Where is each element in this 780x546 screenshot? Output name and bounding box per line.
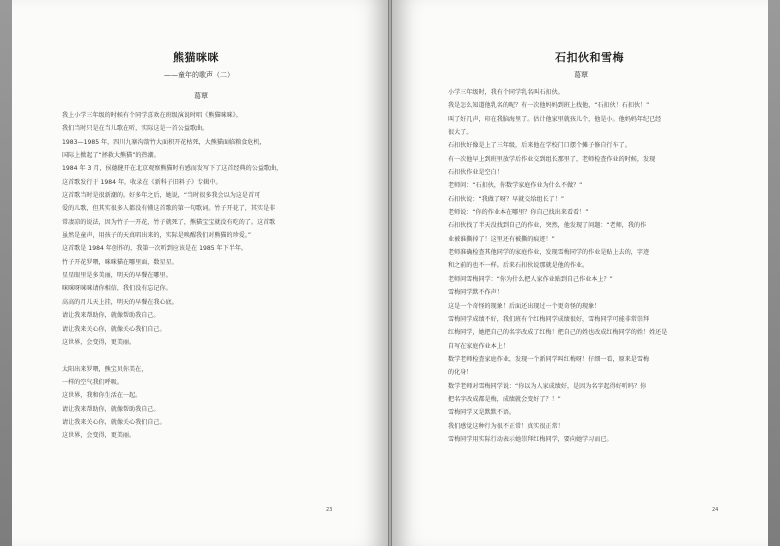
left-page-author: 葛覃: [194, 92, 208, 100]
text-line: 数学老师检查家庭作业，发现一个新同学叫红梅呀！仔细一看，原来是雪梅: [448, 355, 650, 363]
text-line: 把名字改成都是梅，成绩就会变好了？！”: [448, 395, 561, 403]
text-line: 数学老师对雪梅同学说：“你以为人家成绩好，是因为名字起得好听吗？你: [448, 382, 647, 390]
left-page-body: [62, 109, 282, 443]
text-line: 竹子开花罗喂，咪咪猫在哪里面，数星星。: [62, 258, 178, 266]
text-line: 石扣伙好像是上了三年级，后来他在学校门口摆个摊子修自行车了。: [448, 142, 631, 150]
text-line: 的化身！: [448, 369, 473, 377]
text-line: 老师问：“石扣伙，你数学家庭作业为什么不做？”: [448, 182, 583, 190]
text-line: 我们感觉这种行为很不正常！真实很正常！: [448, 422, 564, 430]
text-line: 请让我来关心你，就像关心我们自己。: [62, 418, 166, 426]
text-line: 虽然是童声，用孩子的天真唱出来的，实际是唤醒我们对熊猫的珍爱。”: [62, 232, 252, 240]
text-line: 1984 年 3 月，侯德健开在北京观察熊猫时有感而发写下了这首经典的公益歌曲，: [62, 165, 283, 173]
text-line: 石扣伙作业是空白！: [448, 169, 503, 177]
right-page-number: 24: [712, 507, 719, 513]
text-line: 这世界，会变得，更美丽。: [62, 432, 136, 440]
text-line: 请让我来帮助你，就像帮助我自己。: [62, 312, 160, 320]
text-line: 一样的空气我们呼吸。: [62, 378, 123, 386]
text-line: [62, 349, 282, 362]
text-line: 1983—1985 年，四川九寨沟箭竹大面积开花枯死，大熊猫面临粮食危机，: [62, 138, 266, 146]
text-line: 老师问雪梅同学：“你为什么把人家作业贴到自己作业本上？”: [448, 275, 613, 283]
text-line: 小学三年级时，我有个同学乳名叫石扣伙。: [448, 89, 564, 96]
text-line: 雪梅同学默不作声！: [448, 289, 503, 297]
left-page-number: 23: [326, 507, 333, 513]
text-line: 这世界，会变得，更美丽。: [62, 338, 136, 346]
text-line: 石扣伙找了半天没找到自己的作业，突然，他发现了问题：“老师，我的作: [448, 222, 647, 230]
right-page-author: 葛覃: [574, 71, 588, 79]
text-line: 自写在家庭作业本上！: [448, 342, 509, 350]
text-line: 这世界，我和你生活在一起。: [62, 392, 142, 400]
text-line: 叫了好几声，印在我脑海里了。估计他家里就孩儿个，他是小。他妈妈年纪已经: [448, 115, 662, 123]
left-page-subtitle: ——童年的歌声（二）: [164, 71, 234, 79]
text-line: 红梅同学，她把自己的名字改成了红梅！把自己的姓也改成红梅同学的姓！姓还是: [448, 329, 668, 337]
text-line: 雪梅同学成绩不好，我们班有个红梅同学成绩很好，雪梅同学可能非常崇拜: [448, 315, 650, 323]
text-line: 我是怎么知道他乳名的呢？有一次他妈妈到班上找他，“石扣伙！石扣伙！”: [448, 102, 650, 110]
text-line: 雪梅同学又是默默不语。: [448, 409, 516, 417]
text-line: 雪梅同学用实际行动表示她崇拜红梅同学，要向她学习而已。: [448, 435, 613, 443]
text-line: 高高的月儿天上挂，明天的早餐在我心底。: [62, 298, 178, 306]
text-line: 咪咪呀咪咪请你相信，我们没有忘记你。: [62, 285, 172, 293]
text-line: 常凄凉的说法，因为竹子一开花，竹子就死了，熊猫宝宝就没有吃的了。这首歌: [62, 218, 276, 226]
right-page-title: 石扣伙和雪梅: [555, 51, 624, 64]
text-line: 这首歌发行于 1984 年，收录在《新科子旧料子》专辑中。: [62, 178, 222, 186]
text-line: 有一次他早上到班里放学后作业交到组长那里了，老师检查作业的时候，发现: [448, 155, 656, 163]
text-line: 和之前的也不一样。后来石扣伙说那就是他的作业。: [448, 262, 589, 270]
text-line: 业被谁撕掉了！这里还有被撕的痕迹！”: [448, 235, 555, 243]
text-line: 石扣伙说：“我做了呀？早就交给组长了！”: [448, 195, 565, 203]
text-line: 爱的儿歌，但其实很多人都没有懂这首歌的第一句歌词。竹子开花了，其实是非: [62, 205, 276, 213]
left-page: [12, 0, 388, 546]
right-page-body: [448, 86, 667, 446]
text-line: 太阳出来罗喂，熊宝贝你美在，: [62, 365, 148, 373]
text-line: 请让我来帮助你，就像帮助我自己。: [62, 405, 160, 413]
right-page: [392, 0, 768, 546]
text-line: 请让我来关心你，就像关心我们自己。: [62, 325, 166, 333]
text-line: 我上小学三年级的时候有个同学喜欢在班级演说时唱《熊猫咪咪》。: [62, 112, 242, 119]
text-line: 这首歌是 1984 年创作的，我第一次听到应该是在 1985 年下半年。: [62, 245, 248, 253]
text-line: 老师说：“你的作业本在哪里？你自己找出来看看！”: [448, 209, 589, 217]
text-line: 星星眼里是多美丽，明天的早餐在哪里。: [62, 272, 172, 280]
text-line: 这首歌当时是很新潮的。好多年之后，她说，“当时很多我会以为这是首可: [62, 192, 261, 200]
text-line: 我们当时只是在当儿歌在听，实际这是一首公益歌曲。: [62, 125, 209, 133]
text-line: 很大了。: [448, 129, 473, 137]
left-page-title: 熊猫咪咪: [173, 51, 219, 64]
text-line: 老师准确检查其他同学的家庭作业，发现雪梅同学的作业是贴上去的，字迹: [448, 249, 650, 257]
text-line: 这是一个奇怪的现象！后面还出现过一个更奇怪的现象！: [448, 302, 601, 310]
text-line: 国际上掀起了“拯救大熊猫”的热潮。: [62, 152, 160, 160]
